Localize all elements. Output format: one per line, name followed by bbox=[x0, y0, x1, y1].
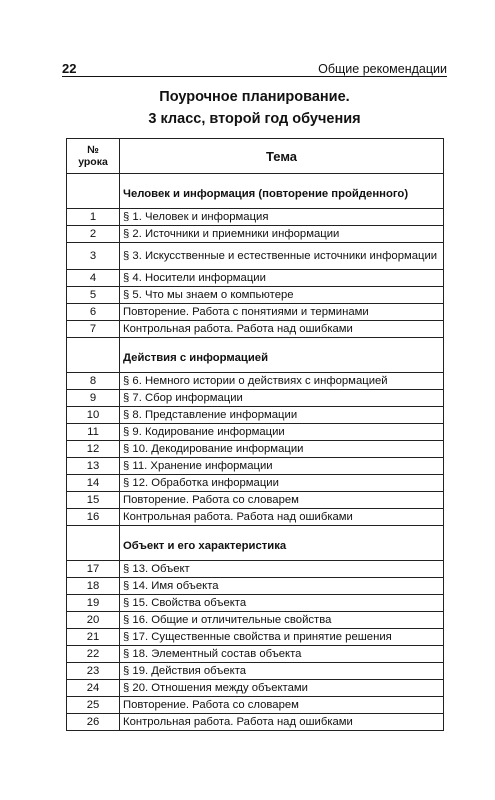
lesson-number: 17 bbox=[67, 561, 120, 578]
table-row bbox=[67, 475, 444, 492]
section-heading: Объект и его характеристика bbox=[120, 526, 444, 561]
column-header-topic: Тема bbox=[120, 139, 444, 174]
lesson-topic: Повторение. Работа со словарем bbox=[120, 697, 444, 714]
lesson-topic: § 5. Что мы знаем о компьютере bbox=[120, 287, 444, 304]
table-header-row bbox=[67, 139, 444, 174]
lesson-number: 15 bbox=[67, 492, 120, 509]
table-row bbox=[67, 304, 444, 321]
table-row bbox=[67, 373, 444, 390]
lesson-topic: Повторение. Работа со словарем bbox=[120, 492, 444, 509]
table-row bbox=[67, 697, 444, 714]
lesson-number: 4 bbox=[67, 270, 120, 287]
lesson-topic: § 14. Имя объекта bbox=[120, 578, 444, 595]
lesson-number: 21 bbox=[67, 629, 120, 646]
table-row bbox=[67, 612, 444, 629]
lesson-topic: § 6. Немного истории о действиях с информацией bbox=[120, 373, 444, 390]
lesson-topic: § 7. Сбор информации bbox=[120, 390, 444, 407]
lesson-number: 24 bbox=[67, 680, 120, 697]
column-header-num-word: урока bbox=[78, 156, 108, 168]
table-row bbox=[67, 629, 444, 646]
section-heading-empty-cell bbox=[67, 338, 120, 373]
table-row bbox=[67, 243, 444, 270]
lesson-topic: § 1. Человек и информация bbox=[120, 209, 444, 226]
lesson-number: 25 bbox=[67, 697, 120, 714]
running-title: Общие рекомендации bbox=[318, 62, 447, 76]
table-row bbox=[67, 226, 444, 243]
section-heading-empty-cell bbox=[67, 526, 120, 561]
lesson-number: 18 bbox=[67, 578, 120, 595]
lesson-topic: § 18. Элементный состав объекта bbox=[120, 646, 444, 663]
lesson-number: 6 bbox=[67, 304, 120, 321]
table-row bbox=[67, 646, 444, 663]
lesson-topic: § 9. Кодирование информации bbox=[120, 424, 444, 441]
section-heading-row bbox=[67, 526, 444, 561]
lesson-topic: § 20. Отношения между объектами bbox=[120, 680, 444, 697]
table-row bbox=[67, 561, 444, 578]
lesson-number: 7 bbox=[67, 321, 120, 338]
lesson-topic: § 8. Представление информации bbox=[120, 407, 444, 424]
lesson-topic: Контрольная работа. Работа над ошибками bbox=[120, 509, 444, 526]
lesson-number: 12 bbox=[67, 441, 120, 458]
lesson-topic: § 15. Свойства объекта bbox=[120, 595, 444, 612]
table-row bbox=[67, 321, 444, 338]
table-row bbox=[67, 714, 444, 731]
page-header bbox=[62, 56, 447, 77]
lesson-topic: § 12. Обработка информации bbox=[120, 475, 444, 492]
table-row bbox=[67, 270, 444, 287]
lesson-topic: § 3. Искусственные и естественные источники информации bbox=[120, 243, 444, 270]
lesson-number: 5 bbox=[67, 287, 120, 304]
lesson-topic: Контрольная работа. Работа над ошибками bbox=[120, 714, 444, 731]
lesson-number: 13 bbox=[67, 458, 120, 475]
lesson-number: 14 bbox=[67, 475, 120, 492]
section-heading-empty-cell bbox=[67, 174, 120, 209]
lesson-number: 19 bbox=[67, 595, 120, 612]
lesson-topic: Повторение. Работа с понятиями и терминами bbox=[120, 304, 444, 321]
section-heading: Действия с информацией bbox=[120, 338, 444, 373]
title-line-2: 3 класс, второй год обучения bbox=[148, 111, 361, 127]
lesson-number: 11 bbox=[67, 424, 120, 441]
lesson-number: 3 bbox=[67, 243, 120, 270]
lesson-topic: § 4. Носители информации bbox=[120, 270, 444, 287]
lesson-topic: § 17. Существенные свойства и принятие решения bbox=[120, 629, 444, 646]
table-row bbox=[67, 287, 444, 304]
table-row bbox=[67, 424, 444, 441]
lesson-number: 9 bbox=[67, 390, 120, 407]
table-row bbox=[67, 209, 444, 226]
table-row bbox=[67, 509, 444, 526]
table-row bbox=[67, 595, 444, 612]
lesson-number: 1 bbox=[67, 209, 120, 226]
lesson-topic: § 16. Общие и отличительные свойства bbox=[120, 612, 444, 629]
title-line-1: Поурочное планирование. bbox=[159, 89, 350, 105]
lesson-plan-table bbox=[66, 138, 444, 731]
table-row bbox=[67, 458, 444, 475]
lesson-topic: § 19. Действия объекта bbox=[120, 663, 444, 680]
table-row bbox=[67, 578, 444, 595]
section-heading: Человек и информация (повторение пройденного) bbox=[120, 174, 444, 209]
lesson-topic: § 2. Источники и приемники информации bbox=[120, 226, 444, 243]
lesson-topic: Контрольная работа. Работа над ошибками bbox=[120, 321, 444, 338]
lesson-number: 10 bbox=[67, 407, 120, 424]
lesson-number: 2 bbox=[67, 226, 120, 243]
table-row bbox=[67, 407, 444, 424]
table-row bbox=[67, 390, 444, 407]
page-number: 22 bbox=[62, 61, 77, 76]
table-row bbox=[67, 680, 444, 697]
table-row bbox=[67, 492, 444, 509]
table-row bbox=[67, 663, 444, 680]
column-header-num-symbol: № bbox=[87, 144, 99, 156]
section-heading-row bbox=[67, 174, 444, 209]
document-title bbox=[62, 86, 447, 130]
lesson-number: 20 bbox=[67, 612, 120, 629]
table-row bbox=[67, 441, 444, 458]
section-heading-row bbox=[67, 338, 444, 373]
lesson-number: 22 bbox=[67, 646, 120, 663]
lesson-number: 8 bbox=[67, 373, 120, 390]
lesson-number: 23 bbox=[67, 663, 120, 680]
lesson-topic: § 10. Декодирование информации bbox=[120, 441, 444, 458]
table-body bbox=[67, 174, 444, 731]
column-header-lesson-number bbox=[67, 139, 120, 174]
lesson-topic: § 11. Хранение информации bbox=[120, 458, 444, 475]
lesson-number: 16 bbox=[67, 509, 120, 526]
lesson-topic: § 13. Объект bbox=[120, 561, 444, 578]
lesson-number: 26 bbox=[67, 714, 120, 731]
